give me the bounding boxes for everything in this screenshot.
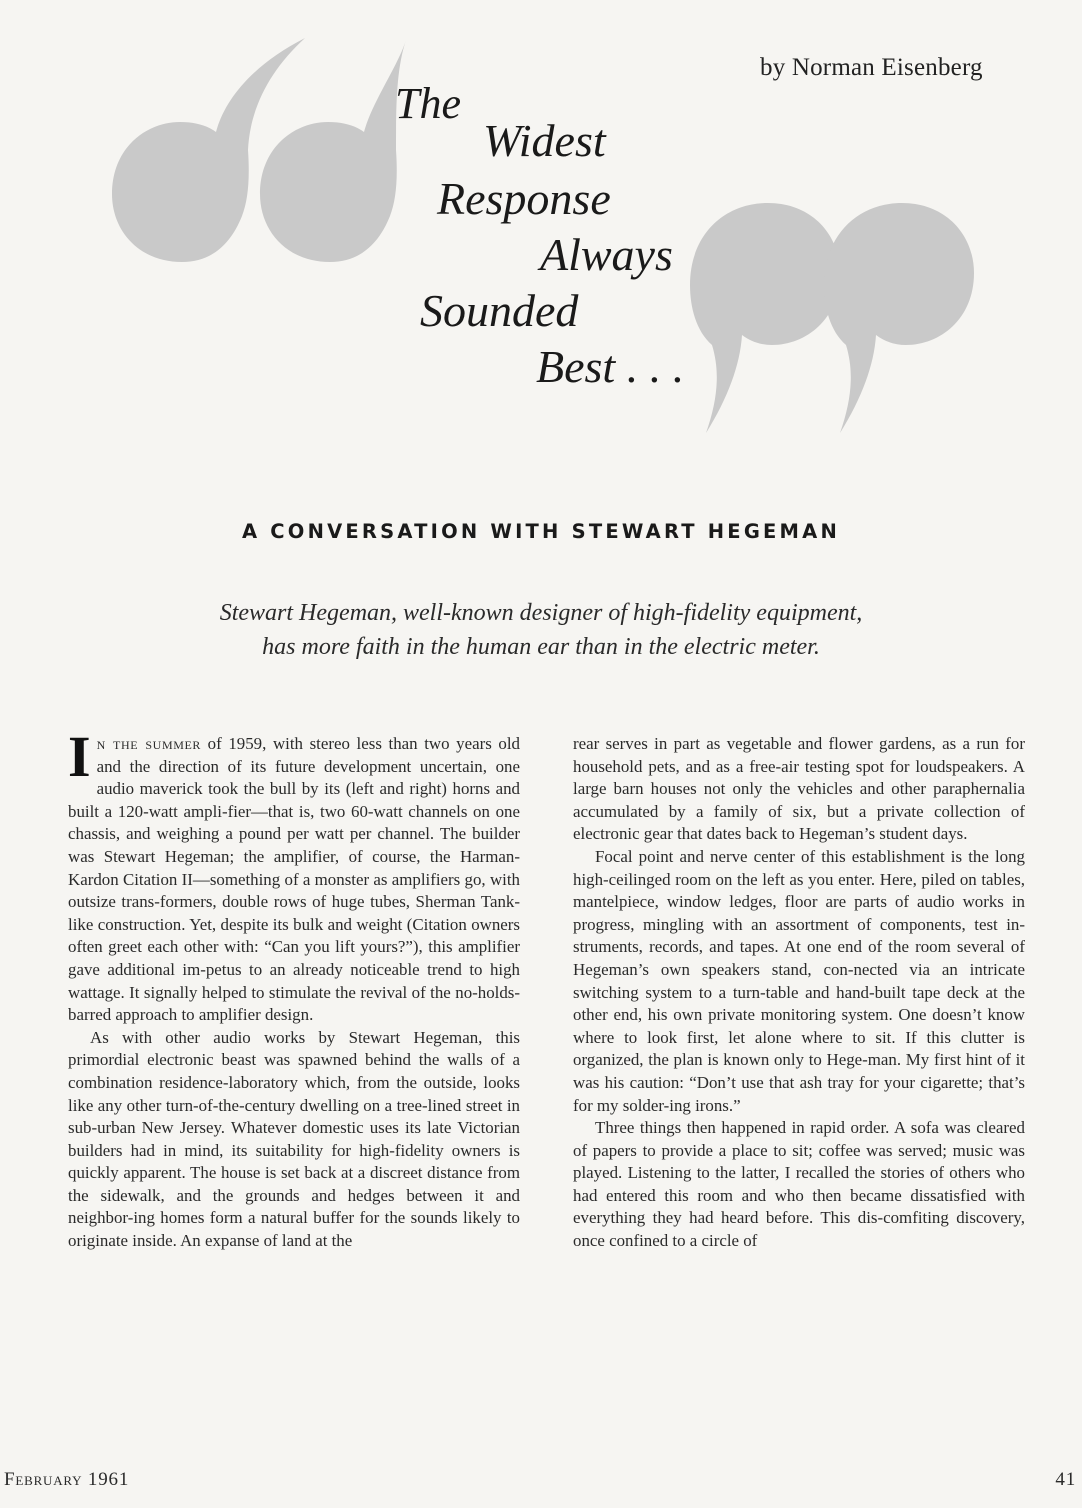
drop-cap: I — [68, 724, 91, 789]
paragraph-4: Focal point and nerve center of this establishment is the long high-ceilinged room on the left as you enter. Here, piled on tables, mantelpiece, window ledges, floor are parts of audio works in progress, mingling with an assortment of components, test in-struments, records, and tapes. At one end of the room several of Hegeman’s own speakers stand, con-nected via an intricate switching system to a turn-table and hand-built tape deck at the other end, his own private monitoring system. One doesn’t know where to look first, let alone where to sit. If this clutter is organized, the plan is known only to Hege-man. My first hint of it was his caution: “Don’t use that ash tray for your cigarette; that’s for my solder-ing irons.” — [573, 846, 1025, 1115]
title-word-sounded: Sounded — [420, 285, 579, 336]
deck-line-1: Stewart Hegeman, well-known designer of high-fidelity equipment, — [219, 600, 863, 626]
title-word-response: Response — [437, 173, 611, 224]
title-word-the: The — [395, 79, 461, 128]
right-column — [573, 733, 1025, 1253]
paragraph-2: As with other audio works by Stewart Hegeman, this primordial electronic beast was spawned behind the walls of a combination residence-laboratory which, from the outside, looks like any other turn-of-the-century dwelling on a tree-lined street in sub-urban New Jersey. Whatever domestic uses its late Victorian builders had in mind, its suitability for high-fidelity owners is quickly apparent. The house is set back at a discreet distance from the sidewalk, and the grounds and hedges between it and neighbor-ing homes form a natural buffer for the sounds likely to originate inside. An expanse of land at the — [68, 1027, 520, 1251]
footer-date: February 1961 — [4, 1469, 130, 1490]
left-column — [68, 724, 520, 1253]
title-word-always: Always — [540, 229, 673, 280]
paragraph-3: rear serves in part as vegetable and flower gardens, as a run for household pets, and as a free-air testing spot for loudspeakers. A large barn houses not only the vehicles and other paraphernalia accumulated by a family of six, but a private collection of electronic gear that dates back to Hegeman’s student days. — [573, 734, 1025, 844]
paragraph-1 — [68, 724, 520, 1027]
title-word-widest: Widest — [483, 115, 606, 166]
title-word-best: Best . . . — [536, 341, 685, 392]
open-quote-mark — [100, 30, 410, 280]
subhead: A CONVERSATION WITH STEWART HEGEMAN — [242, 520, 840, 543]
lead-in-smallcaps: n the summer — [96, 734, 202, 753]
byline: by Norman Eisenberg — [760, 54, 983, 81]
deck-line-2: has more faith in the human ear than in the electric meter. — [262, 634, 820, 660]
paragraph-5: Three things then happened in rapid order. A sofa was cleared of papers to provide a place to sit; coffee was served; music was played. Listening to the latter, I recalled the stories of others who had entered this room and who then became dissatisfied with everything they had heard before. This dis-comfiting discovery, once confined to a circle of — [573, 1118, 1025, 1251]
close-quote-mark — [690, 195, 980, 445]
page-number: 41 — [1055, 1469, 1076, 1490]
paragraph-1-text: of 1959, with stereo less than two years old and the direction of its future development uncertain, one audio maverick took the bull by its (left and right) horns and built a 120-watt ampli-fier—that is, two 60-watt channels on one chassis, and weighing a pound per watt per channel. The builder was Stewart Hegeman; the amplifier, of course, the Harman-Kardon Citation II—something of a monster as amplifiers go, with outsize trans-formers, double rows of huge tubes, Sherman Tank-like construction. Yet, despite its bulk and weight (Citation owners often greet each other with: “Can you lift yours?”), this amplifier gave additional im-petus to an already noticeable trend to high wattage. It signally helped to stimulate the revival of the no-holds-barred approach to amplifier design. — [68, 734, 520, 1025]
